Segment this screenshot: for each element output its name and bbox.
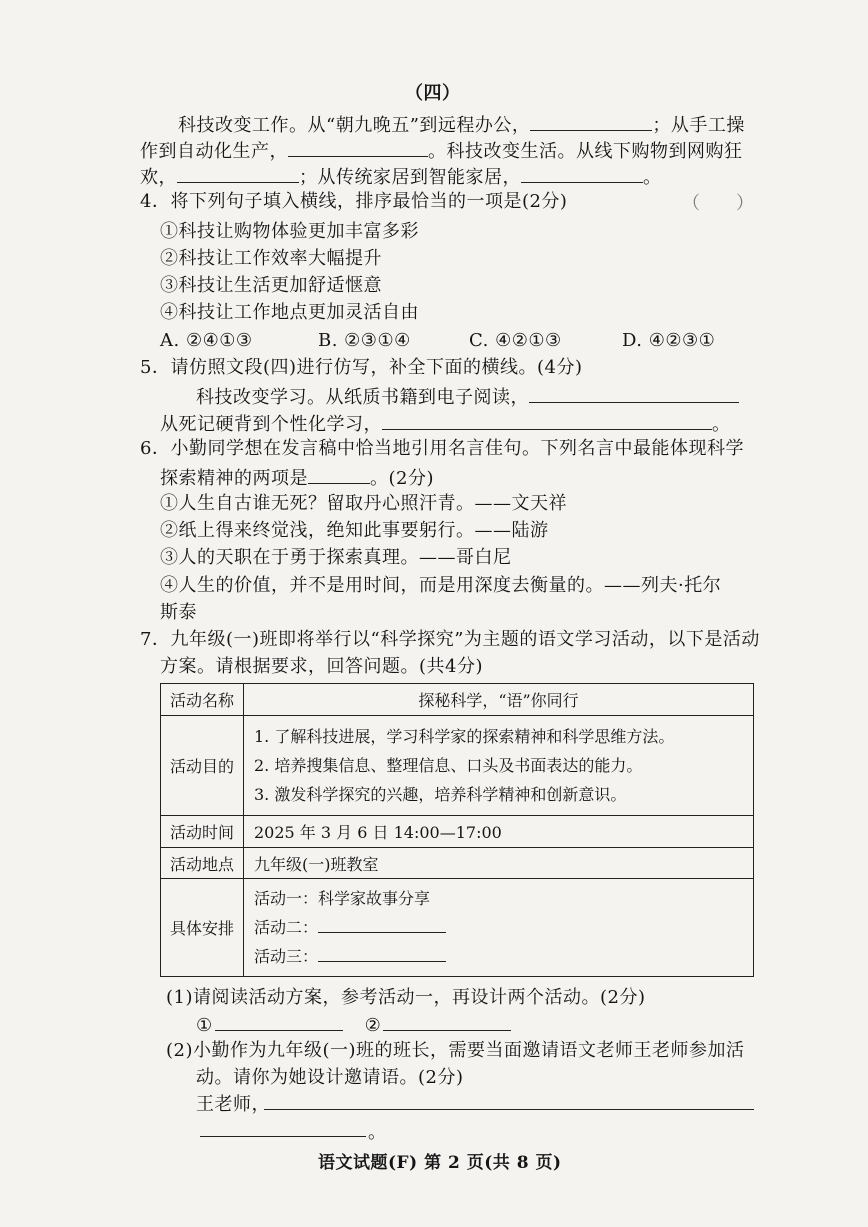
schedule-item — [254, 913, 743, 942]
answer-blank[interactable] — [318, 914, 446, 933]
passage-text: 作到自动化生产， — [140, 141, 288, 162]
activity-time: 2025 年 3 月 6 日 14:00—17:00 — [244, 816, 754, 848]
passage-text: ；从传统家居到智能家居， — [299, 167, 521, 188]
answer-blank[interactable] — [288, 138, 428, 157]
passage-text: 科技改变工作。从“朝九晚五”到远程办公， — [178, 115, 531, 136]
passage-text: ；从手工操 — [652, 115, 745, 136]
activity-place: 九年级(一)班教室 — [244, 848, 754, 879]
passage-text: 欢， — [140, 167, 177, 188]
answer-blank[interactable] — [318, 943, 446, 962]
answer-blank[interactable] — [530, 112, 652, 131]
q7-greeting: 王老师， — [196, 1094, 270, 1115]
answer-mark: ② — [364, 1015, 382, 1036]
q7-sub1: (1)请阅读活动方案，参考活动一，再设计两个活动。(2分) — [166, 987, 646, 1008]
q4-item: ②科技让工作效率大幅提升 — [160, 248, 382, 269]
activity-name: 探秘科学，“语”你同行 — [244, 684, 754, 716]
q5-line-1 — [196, 384, 739, 410]
q6-line-1: 6．小勤同学想在发言稿中恰当地引用名言佳句。下列名言中最能体现科学 — [140, 438, 744, 459]
q6-text: 探索精神的两项是 — [160, 468, 308, 489]
q5-text: 。 — [712, 414, 731, 435]
q7-sub2-line-2: 动。请你为她设计邀请语。(2分) — [196, 1067, 464, 1088]
q4-option-d[interactable]: D. ④②③① — [622, 330, 716, 351]
passage-text: 。 — [643, 167, 662, 188]
table-key: 活动目的 — [161, 716, 244, 816]
table-key: 活动地点 — [161, 848, 244, 879]
passage-line-1 — [178, 112, 745, 138]
q4-option-b[interactable]: B. ②③①④ — [318, 330, 411, 351]
answer-bracket[interactable]: （ ） — [682, 193, 754, 214]
q6-item: ①人生自古谁无死？留取丹心照汗青。——文天祥 — [160, 493, 567, 514]
purpose-item: 2. 培养搜集信息、整理信息、口头及书面表达的能力。 — [254, 756, 643, 775]
q5-text: 从死记硬背到个性化学习， — [160, 414, 382, 435]
q6-item: ④人生的价值，并不是用时间，而是用深度去衡量的。——列夫·托尔 — [160, 575, 722, 596]
activity-schedule — [244, 879, 754, 977]
schedule-item — [254, 942, 743, 971]
schedule-label: 活动二： — [254, 918, 319, 937]
answer-line[interactable] — [200, 1136, 366, 1137]
q6-text: 。(2分) — [370, 468, 434, 489]
answer-mark: ① — [196, 1015, 213, 1036]
q4-stem: 4．将下列句子填入横线，排序最恰当的一项是(2分) — [140, 191, 568, 212]
purpose-item: 3. 激发科学探究的兴趣，培养科学精神和创新意识。 — [254, 785, 627, 804]
q7-line-1: 7．九年级(一)班即将举行以“科学探究”为主题的语文学习活动，以下是活动 — [140, 629, 760, 650]
q4-item: ③科技让生活更加舒适惬意 — [160, 275, 382, 296]
activity-plan-table — [160, 683, 754, 977]
q7-end: 。 — [368, 1122, 387, 1143]
page-footer: 语文试题(F) 第 2 页(共 8 页) — [318, 1153, 562, 1173]
table-key: 活动名称 — [161, 684, 244, 716]
schedule-item: 活动一：科学家故事分享 — [254, 889, 431, 908]
answer-blank[interactable] — [521, 164, 643, 183]
q4-option-a[interactable]: A. ②④①③ — [160, 330, 253, 351]
q7-sub1-answers — [196, 1012, 511, 1038]
passage-line-2 — [140, 138, 743, 164]
q6-line-2 — [160, 465, 434, 491]
q6-item: ③人的天职在于勇于探索真理。——哥白尼 — [160, 547, 512, 568]
activity-purpose — [244, 716, 754, 816]
q5-text: 科技改变学习。从纸质书籍到电子阅读， — [196, 387, 529, 408]
q7-sub2-line-1: (2)小勤作为九年级(一)班的班长，需要当面邀请语文老师王老师参加活 — [166, 1040, 745, 1061]
q6-item: ②纸上得来终觉浅，绝知此事要躬行。——陆游 — [160, 520, 549, 541]
q4-option-c[interactable]: C. ④②①③ — [469, 330, 562, 351]
passage-line-3 — [140, 164, 662, 190]
answer-blank[interactable] — [215, 1012, 343, 1031]
q4-item: ①科技让购物体验更加丰富多彩 — [160, 221, 419, 242]
purpose-item: 1. 了解科技进展，学习科学家的探索精神和科学思维方法。 — [254, 727, 675, 746]
schedule-label: 活动三： — [254, 947, 319, 966]
q6-item-continuation: 斯泰 — [160, 602, 197, 623]
answer-blank[interactable] — [308, 465, 370, 484]
answer-blank[interactable] — [383, 1012, 511, 1031]
answer-line[interactable] — [264, 1109, 754, 1110]
answer-blank[interactable] — [529, 384, 739, 403]
section-title: （四） — [405, 83, 461, 104]
q4-item: ④科技让工作地点更加灵活自由 — [160, 302, 419, 323]
table-key: 具体安排 — [161, 879, 244, 977]
passage-text: 。科技改变生活。从线下购物到网购狂 — [428, 141, 743, 162]
q7-line-2: 方案。请根据要求，回答问题。(共4分) — [160, 656, 483, 677]
q5-line-2 — [160, 411, 731, 437]
answer-blank[interactable] — [382, 411, 712, 430]
table-key: 活动时间 — [161, 816, 244, 848]
answer-blank[interactable] — [177, 164, 299, 183]
q5-stem: 5．请仿照文段(四)进行仿写，补全下面的横线。(4分) — [140, 357, 583, 378]
